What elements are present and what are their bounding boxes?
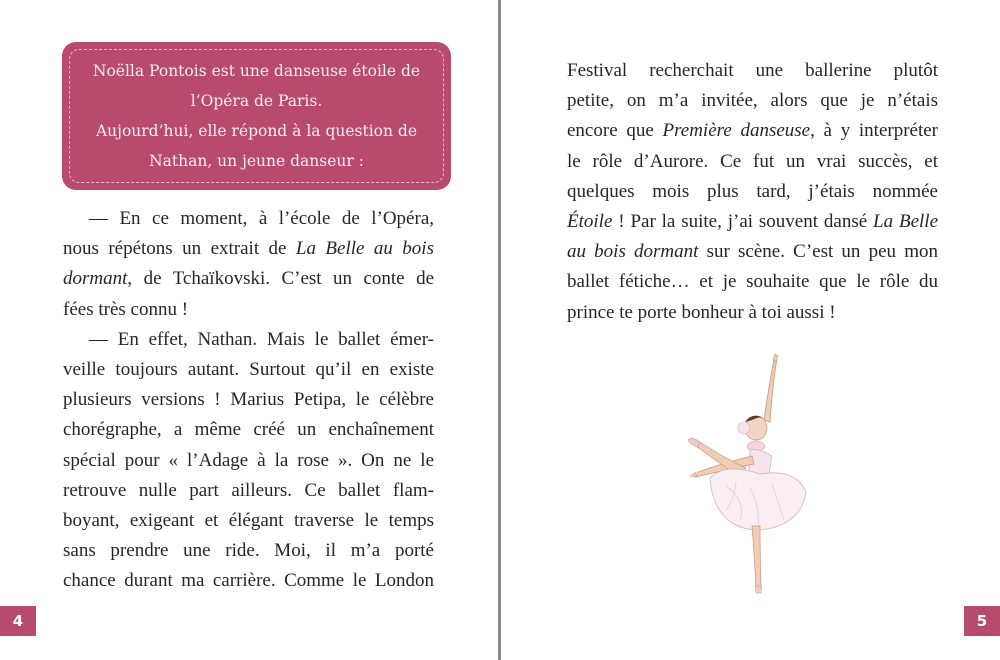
text-run: sans prendre une ride. Moi, il m’a porté xyxy=(63,540,434,562)
intro-line: Noëlla Pontois est une danseuse étoile de xyxy=(92,62,421,80)
text-line xyxy=(567,56,938,86)
text-run: ballet fétiche… et je souhaite que le rôle du xyxy=(567,271,938,293)
text-line xyxy=(63,234,434,264)
text-line xyxy=(567,267,938,297)
left-body-text xyxy=(63,204,434,596)
page-number-left: 4 xyxy=(0,606,36,636)
text-line xyxy=(63,385,434,415)
text-line xyxy=(567,237,938,267)
intro-line: l’Opéra de Paris. xyxy=(190,92,323,110)
text-line xyxy=(63,264,434,294)
text-line xyxy=(63,506,434,536)
text-run: quelques mois plus tard, j’étais nommée xyxy=(567,180,938,202)
text-run: retrouve nulle part ailleurs. Ce ballet flam- xyxy=(63,479,434,501)
text-run: , à y interpréter xyxy=(810,120,939,142)
text-run: spécial pour « l’Adage à la rose ». On ne le xyxy=(63,449,434,471)
text-line xyxy=(63,566,434,596)
text-run: chance durant ma carrière. Comme le London xyxy=(63,570,434,592)
text-line xyxy=(567,86,938,116)
text-run: ! Par la suite, j’ai souvent dansé xyxy=(612,210,874,232)
italic-title: Étoile xyxy=(567,210,613,232)
italic-title: La Belle xyxy=(873,210,938,232)
text-run: fées très connu ! xyxy=(63,298,189,320)
text-run: le rôle d’Aurore. Ce fut un vrai succès, et xyxy=(567,150,938,172)
text-run: prince te porte bonheur à toi aussi ! xyxy=(567,301,836,323)
page-number-right: 5 xyxy=(964,606,1000,636)
text-run: plusieurs versions ! Marius Petipa, le célèbre xyxy=(63,389,434,411)
text-run: sur scène. C’est un peu mon xyxy=(698,241,938,263)
italic-title: La Belle au bois xyxy=(295,238,434,260)
intro-line: Nathan, un jeune danseur : xyxy=(149,152,364,170)
text-run: boyant, exigeant et élégant traverse le temps xyxy=(63,509,434,531)
left-page xyxy=(0,0,498,660)
text-run: — En ce moment, à l’école de l’Opéra, xyxy=(89,208,434,229)
text-run: Festival recherchait une ballerine plutôt xyxy=(567,60,938,81)
text-line xyxy=(63,325,434,355)
text-line xyxy=(63,536,434,566)
text-line xyxy=(63,446,434,476)
text-line xyxy=(567,207,938,237)
right-body-text xyxy=(567,56,938,328)
italic-title: Première danseuse xyxy=(662,120,811,142)
italic-title: dormant xyxy=(63,268,128,290)
text-run: chorégraphe, a même créé un enchaînement xyxy=(63,419,434,441)
text-run: — En effet, Nathan. Mais le ballet émer- xyxy=(89,328,434,350)
text-line xyxy=(63,415,434,445)
text-line xyxy=(567,298,938,328)
text-line xyxy=(63,355,434,385)
text-run: petite, on m’a invitée, alors que je n’étais xyxy=(567,90,938,112)
italic-title: au bois dormant xyxy=(567,241,699,263)
text-run: veille toujours autant. Surtout qu’il en existe xyxy=(63,358,434,380)
text-line xyxy=(567,177,938,207)
intro-line: Aujourd’hui, elle répond à la question de xyxy=(95,122,418,140)
text-line xyxy=(63,204,434,234)
text-run: encore que xyxy=(567,120,663,142)
ballerina-illustration xyxy=(676,350,816,595)
text-run: , de Tchaïkovski. C’est un conte de xyxy=(127,268,434,290)
text-line xyxy=(567,147,938,177)
text-line xyxy=(567,116,938,146)
text-line xyxy=(63,295,434,325)
intro-box xyxy=(62,42,451,190)
intro-text xyxy=(62,56,451,176)
text-line xyxy=(63,476,434,506)
text-run: nous répétons un extrait de xyxy=(63,238,296,260)
